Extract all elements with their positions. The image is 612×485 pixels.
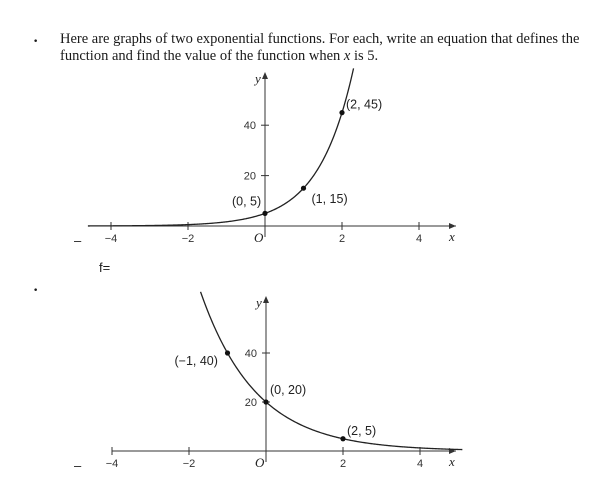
bullet-1: • — [33, 37, 39, 47]
chart2-x-tick-label: 2 — [339, 458, 347, 470]
question-variable-x: x — [343, 48, 351, 64]
chart2-y-tick-label: 20 — [244, 397, 257, 409]
chart2-point-label: (−1, 40) — [174, 354, 218, 368]
question-text-part2: is 5. — [350, 48, 379, 64]
answer-label: f= — [99, 260, 111, 275]
chart1-data-point — [301, 186, 306, 191]
chart2-data-point — [225, 350, 230, 355]
chart2-x-tick-label: 4 — [416, 458, 424, 470]
chart2-x-tick-label: −2 — [182, 458, 196, 470]
chart1-x-tick-label: −4 — [104, 233, 118, 245]
chart1-point-label: (0, 5) — [232, 194, 262, 209]
chart1-y-tick-label: 20 — [243, 170, 256, 183]
bullet-2: • — [33, 286, 39, 296]
chart2-origin-label: O — [255, 455, 265, 470]
list-dash-1: – — [74, 233, 82, 248]
chart2-data-point — [340, 436, 345, 441]
chart1-point-label: (1, 15) — [311, 192, 348, 207]
chart1-y-arrow — [262, 72, 268, 79]
chart2-data-point — [263, 399, 268, 404]
question-text-part1: Here are graphs of two exponential functions. For each, write an equation that defines the function and find the value of the function when — [60, 31, 580, 64]
chart2-point-label: (2, 5) — [347, 423, 377, 438]
chart1-y-tick-label: 40 — [243, 120, 256, 133]
chart2-x-axis-label: x — [449, 454, 455, 469]
chart2-y-tick-label: 40 — [244, 348, 257, 360]
chart1-origin-label: O — [254, 230, 264, 245]
chart1-x-tick-label: 4 — [415, 233, 423, 245]
chart1-data-point — [262, 211, 267, 216]
chart2-y-arrow — [263, 296, 269, 303]
chart1-x-tick-label: 2 — [338, 233, 346, 245]
chart2-function-curve — [201, 292, 463, 450]
chart2-y-axis-label: y — [256, 295, 262, 310]
chart1-y-axis-label: y — [255, 71, 261, 86]
chart1-data-point — [339, 110, 344, 115]
list-dash-2: – — [74, 458, 82, 473]
chart1-x-tick-label: −2 — [181, 233, 195, 245]
chart2-x-tick-label: −4 — [105, 458, 119, 470]
chart1-x-axis-label: x — [449, 229, 455, 244]
chart2-point-label: (0, 20) — [270, 383, 307, 397]
chart1-point-label: (2, 45) — [346, 97, 383, 112]
